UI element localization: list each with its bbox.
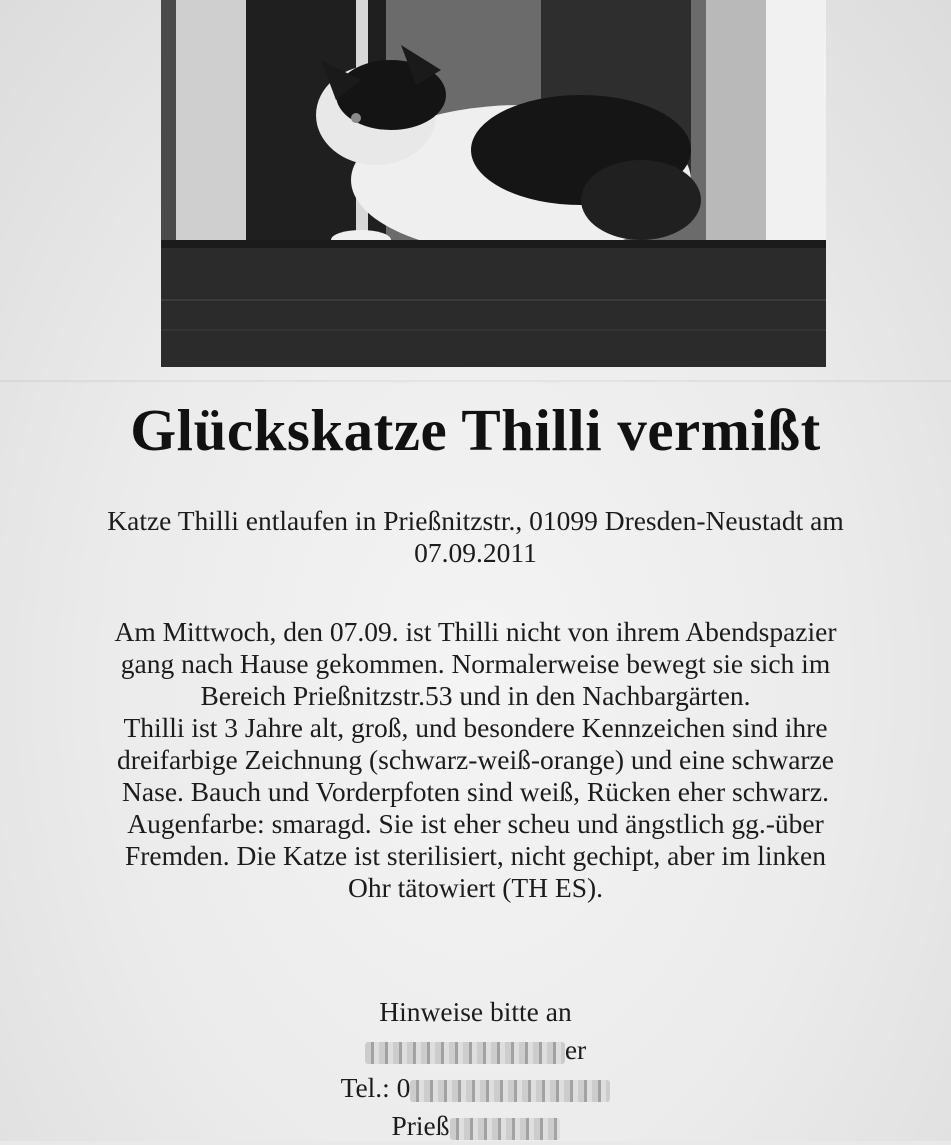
- description-line: dreifarbige Zeichnung (schwarz-weiß-orange) und eine schwarze: [117, 744, 834, 775]
- contact-heading: Hinweise bitte an: [379, 996, 572, 1027]
- description-line: Am Mittwoch, den 07.09. ist Thilli nicht von ihrem Abendspazier: [114, 616, 837, 647]
- contact-name-end: er: [564, 1034, 587, 1065]
- redacted-name: [365, 1042, 565, 1064]
- description-line: gang nach Hause gekommen. Normalerweise bewegt sie sich im: [120, 648, 831, 679]
- subtitle-line: Katze Thilli entlaufen in Prießnitzstr., 01099 Dresden-Neustadt am: [107, 505, 844, 536]
- description-line: Augenfarbe: smaragd. Sie ist eher scheu und ängstlich gg.-über: [127, 808, 824, 839]
- contact-street: [0, 1107, 951, 1145]
- contact-phone: [0, 1069, 951, 1107]
- contact-street-start: Prieß: [391, 1110, 450, 1141]
- description-line: Thilli ist 3 Jahre alt, groß, und besondere Kennzeichen sind ihre: [123, 712, 828, 743]
- redacted-street: [450, 1118, 560, 1140]
- poster-title: Glückskatze Thilli vermißt: [130, 397, 821, 463]
- poster-description: [20, 616, 931, 904]
- contact-phone-label: Tel.: 0: [340, 1072, 411, 1103]
- description-line: Ohr tätowiert (TH ES).: [347, 872, 604, 903]
- description-line: Nase. Bauch und Vorderpfoten sind weiß, Rücken eher schwarz.: [122, 776, 829, 807]
- description-line: Bereich Prießnitzstr.53 und in den Nachbargärten.: [200, 680, 751, 711]
- contact-name: [0, 1031, 951, 1069]
- contact-block: [0, 993, 951, 1145]
- poster-subtitle: [20, 505, 931, 569]
- description-line: Fremden. Die Katze ist sterilisiert, nicht gechipt, aber im linken: [124, 840, 827, 871]
- paper-crease: [0, 380, 951, 382]
- cat-photo: [161, 0, 826, 367]
- subtitle-line: 07.09.2011: [414, 537, 537, 568]
- redacted-phone: [410, 1080, 610, 1102]
